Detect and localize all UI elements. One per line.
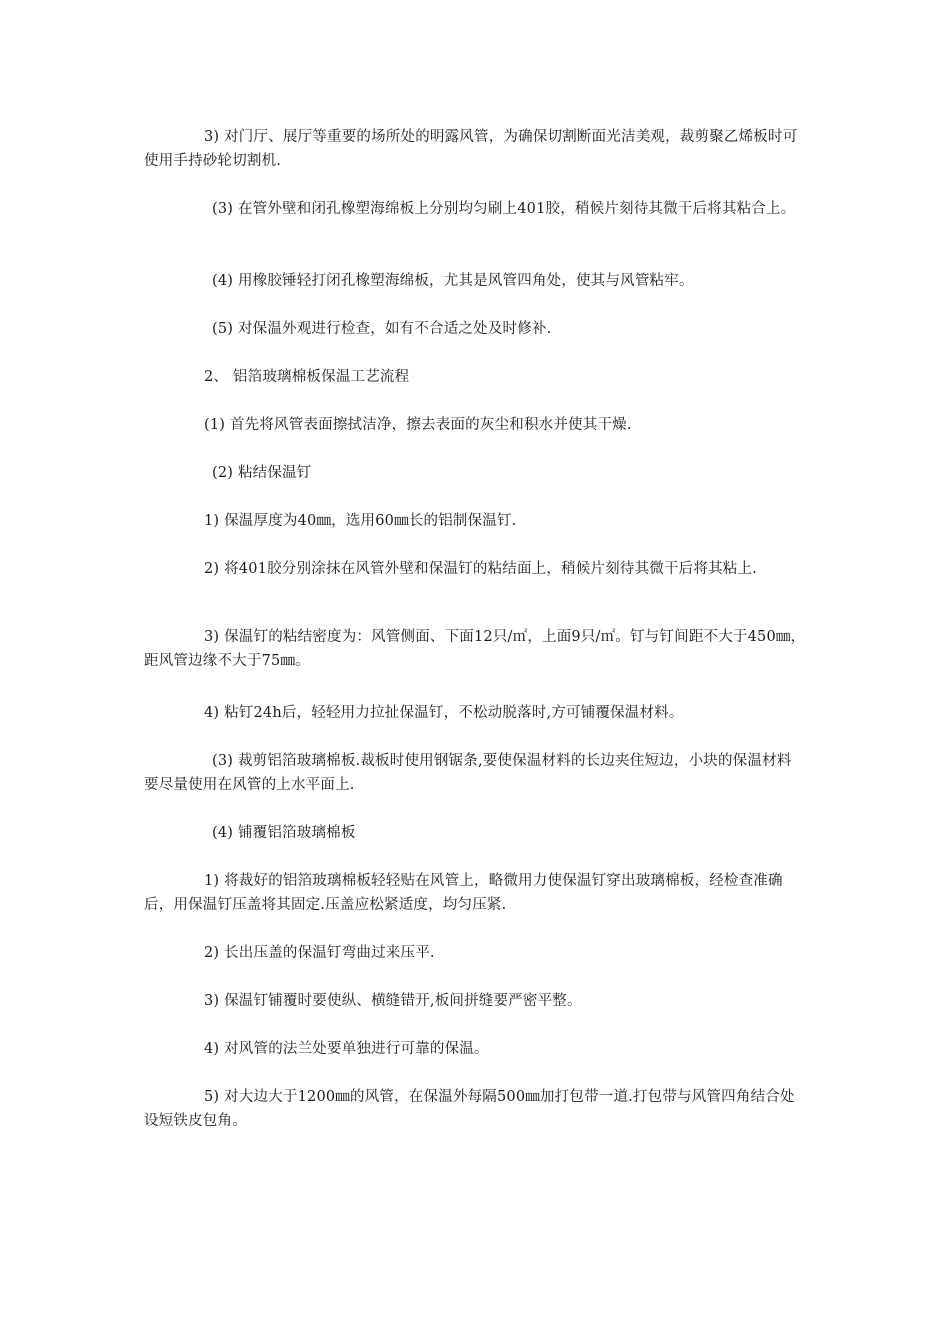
paragraph-15: 2) 长出压盖的保温钉弯曲过来压平.	[204, 945, 435, 961]
subsection-heading-2: (2) 粘结保温钉	[212, 465, 312, 481]
paragraph-3: (4) 用橡胶锤轻打闭孔橡塑海绵板，尤其是风管四角处，使其与风管粘牢。	[212, 273, 694, 289]
paragraph-11: 4) 粘钉24h后，轻轻用力拉扯保温钉，不松动脱落时,方可铺覆保温材料。	[204, 705, 684, 721]
paragraph-6: (1) 首先将风管表面擦拭洁净，擦去表面的灰尘和积水并使其干燥.	[204, 417, 632, 433]
section-heading: 2、 铝箔玻璃棉板保温工艺流程	[204, 369, 410, 385]
paragraph-2: (3) 在管外壁和闭孔橡塑海绵板上分别均匀刷上401胶，稍候片刻待其微干后将其粘合上。	[212, 201, 796, 217]
paragraph-1: 3) 对门厅、展厅等重要的场所处的明露风管，为确保切割断面光洁美观，裁剪聚乙烯板时可使用手持砂轮切割机.	[144, 129, 798, 169]
paragraph-16: 3) 保温钉铺覆时要使纵、横缝错开,板间拼缝要严密平整。	[204, 993, 582, 1009]
subsection-heading-4: (4) 铺覆铝箔玻璃棉板	[212, 825, 356, 841]
paragraph-10: 3) 保温钉的粘结密度为：风管侧面、下面12只/㎡，上面9只/㎡。钉与钉间距不大于450㎜，距风管边缘不大于75㎜。	[144, 629, 806, 669]
paragraph-18: 5) 对大边大于1200㎜的风管，在保温外每隔500㎜加打包带一道.打包带与风管四角结合处设短铁皮包角。	[144, 1089, 795, 1129]
paragraph-12: (3) 裁剪铝箔玻璃棉板.裁板时使用钢锯条,要使保温材料的长边夹住短边，小块的保温材料要尽量使用在风管的上水平面上.	[144, 753, 792, 793]
paragraph-4: (5) 对保温外观进行检查，如有不合适之处及时修补.	[212, 321, 552, 337]
paragraph-9: 2) 将401胶分别涂抹在风管外壁和保温钉的粘结面上，稍候片刻待其微干后将其粘上.	[204, 561, 757, 577]
paragraph-17: 4) 对风管的法兰处要单独进行可靠的保温。	[204, 1041, 489, 1057]
paragraph-14: 1) 将裁好的铝箔玻璃棉板轻轻贴在风管上，略微用力使保温钉穿出玻璃棉板，经检查准确后，用保温钉压盖将其固定.压盖应松紧适度，均匀压紧.	[144, 873, 783, 913]
paragraph-8: 1) 保温厚度为40㎜，选用60㎜长的铝制保温钉.	[204, 513, 517, 529]
